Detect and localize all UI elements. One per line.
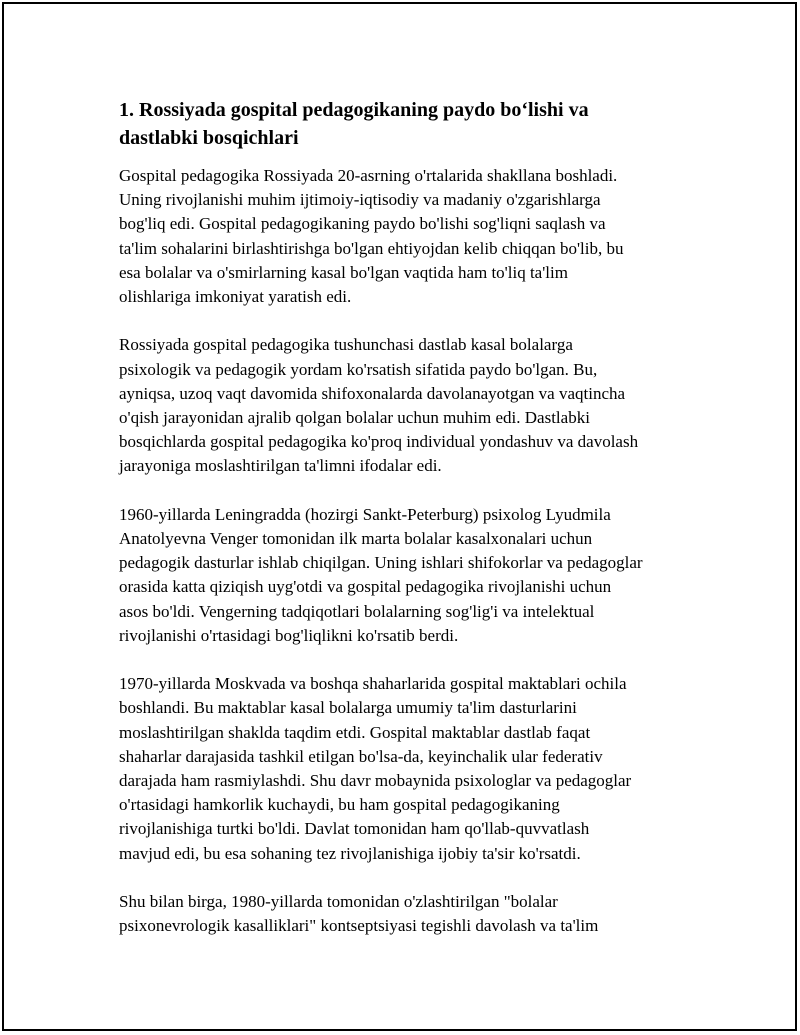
paragraph-3: 1960-yillarda Leningradda (hozirgi Sankt-Peterburg) psixolog Lyudmila Anatolyevna Venger tomonidan ilk marta bolalar kasalxonalari uchun pedagogik dasturlar ishlab chiqilgan. Uning ishlari shifokorlar va pedagoglar orasida katta qiziqish uyg'otdi va gospital pedagogika rivojlanishi uchun asos bo'ldi. Vengerning tadqiqotlari bolalarning sog'lig'i va intelektual rivojlanishi o'rtasidagi bog'liqlikni ko'rsatib berdi. — [119, 504, 643, 645]
document-body — [119, 96, 699, 963]
section-heading: 1. Rossiyada gospital pedagogikaning paydo bo‘lishi va dastlabki bosqichlari — [119, 99, 589, 149]
paragraph-2: Rossiyada gospital pedagogika tushunchasi dastlab kasal bolalarga psixologik va pedagogik yordam ko'rsatish sifatida paydo bo'lgan. Bu, ayniqsa, uzoq vaqt davomida shifoxonalarda davolanayotgan va vaqtincha o'qish jarayonidan ajralib qolgan bolalar uchun muhim edi. Dastlabki bosqichlarda gospital pedagogika ko'proq individual yondashuv va davolash jarayoniga moslashtirilgan ta'limni ifodalar edi. — [119, 335, 639, 476]
document-page — [2, 2, 797, 1031]
paragraph-4: 1970-yillarda Moskvada va boshqa shaharlarida gospital maktablari ochila boshlandi. Bu maktablar kasal bolalarga umumiy ta'lim dasturlarini moslashtirilgan shaklda taqdim etdi. Gospital maktablar dastlab faqat shaharlar darajasida tashkil etilgan bo'lsa-da, keyinchalik ular federativ darajada ham rasmiylashdi. Shu davr mobaynida psixologlar va pedagoglar o'rtasidagi hamkorlik kuchaydi, bu ham gospital pedagogikaning rivojlanishiga turtki bo'ldi. Davlat tomonidan ham qo'llab-quvvatlash mavjud edi, bu esa sohaning tez rivojlanishiga ijobiy ta'sir ko'rsatdi. — [119, 674, 632, 863]
paragraph-5: Shu bilan birga, 1980-yillarda tomonidan o'zlashtirilgan "bolalar psixonevrologik kasalliklari" kontseptsiyasi tegishli davolash va ta'lim — [119, 892, 599, 936]
paragraph-1: Gospital pedagogika Rossiyada 20-asrning o'rtalarida shakllana boshladi. Uning rivojlanishi muhim ijtimoiy-iqtisodiy va madaniy o'zgarishlarga bog'liq edi. Gospital pedagogikaning paydo bo'lishi sog'liqni saqlash va ta'lim sohalarini birlashtirishga bo'lgan ehtiyojdan kelib chiqqan bo'lib, bu esa bolalar va o'smirlarning kasal bo'lgan vaqtida ham to'liq ta'lim olishlariga imkoniyat yaratish edi. — [119, 166, 624, 307]
